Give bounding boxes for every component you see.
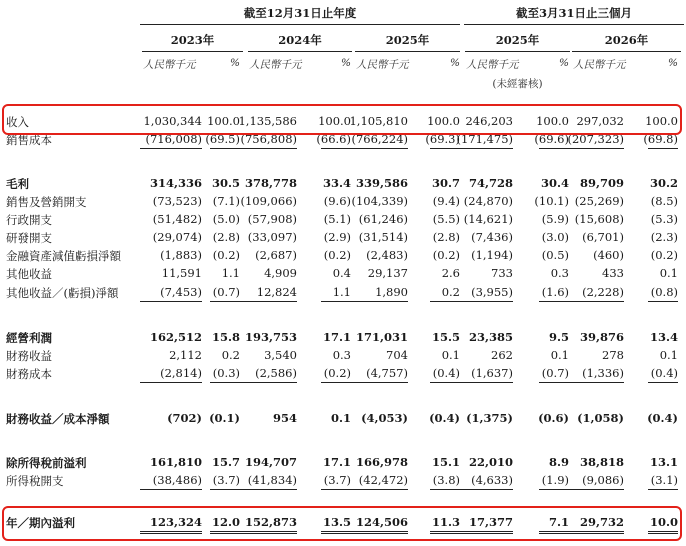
- amount-cell: (73,523): [152, 194, 202, 208]
- pct-cell: (0.2): [323, 366, 351, 380]
- pct-cell: (0.4): [432, 366, 460, 380]
- amount-cell: (4,053): [361, 411, 408, 425]
- amount-cell: 246,203: [465, 114, 513, 128]
- cell-rule: [451, 301, 513, 302]
- pct-cell: (69.8): [643, 132, 678, 146]
- pct-cell: (0.2): [432, 248, 460, 262]
- amount-cell: (57,908): [247, 212, 297, 226]
- pct-cell: (3.0): [541, 230, 569, 244]
- amount-cell: 23,385: [468, 330, 513, 344]
- cell-rule: [451, 489, 513, 490]
- pct-cell: (9.4): [432, 194, 460, 208]
- group-title-year-end: 截至12月31日止年度: [243, 6, 357, 20]
- pct-cell: (3.7): [212, 473, 240, 487]
- amount-cell: 124,506: [355, 515, 408, 529]
- amount-cell: 1,135,586: [238, 114, 297, 128]
- amount-cell: (14,621): [463, 212, 513, 226]
- amount-cell: (3,955): [471, 285, 513, 299]
- pct-cell: (0.7): [541, 366, 569, 380]
- pct-cell: (1.6): [541, 285, 569, 299]
- amount-cell: (41,834): [247, 473, 297, 487]
- amount-cell: 278: [602, 348, 624, 362]
- amount-cell: (1,883): [160, 248, 202, 262]
- pct-cell: 0.3: [332, 348, 351, 362]
- year-rule-3: [465, 51, 570, 52]
- cell-rule: [648, 148, 678, 149]
- amount-cell: (38,486): [152, 473, 202, 487]
- pct-label-4: %: [668, 57, 678, 69]
- amount-cell: 378,778: [244, 176, 297, 190]
- pct-cell: (3.1): [650, 473, 678, 487]
- row-label: 其他收益: [6, 267, 52, 281]
- pct-cell: (8.5): [650, 194, 678, 208]
- amount-cell: 1,030,344: [143, 114, 202, 128]
- cell-rule: [648, 382, 678, 383]
- amount-cell: (1,058): [577, 411, 624, 425]
- amount-cell: (15,608): [574, 212, 624, 226]
- amount-cell: 11,591: [161, 266, 202, 280]
- amount-cell: 193,753: [244, 330, 297, 344]
- cell-rule: [140, 148, 202, 149]
- group-rule-year-end: [140, 24, 460, 25]
- year-header-3: 2025年: [495, 33, 540, 47]
- cell-rule: [451, 382, 513, 383]
- pct-cell: (0.7): [212, 285, 240, 299]
- pct-cell: 0.1: [550, 348, 569, 362]
- cell-rule: [346, 489, 408, 490]
- pct-cell: 12.0: [211, 515, 240, 529]
- row-label: 財務收益: [6, 349, 52, 363]
- pct-cell: 8.9: [548, 455, 569, 469]
- pct-cell: 0.1: [659, 266, 678, 280]
- pct-cell: (0.4): [650, 366, 678, 380]
- amount-cell: 89,709: [579, 176, 624, 190]
- amount-cell: (2,228): [582, 285, 624, 299]
- row-label: 其他收益／(虧損)淨額: [6, 286, 119, 300]
- amount-cell: 1,890: [375, 285, 408, 299]
- pct-cell: (9.6): [323, 194, 351, 208]
- pct-cell: 30.5: [211, 176, 240, 190]
- pct-cell: (2.8): [432, 230, 460, 244]
- pct-cell: (2.9): [323, 230, 351, 244]
- pct-cell: (0.4): [429, 411, 460, 425]
- amount-cell: 38,818: [579, 455, 624, 469]
- amount-cell: 152,873: [244, 515, 297, 529]
- amount-cell: 262: [491, 348, 513, 362]
- amount-cell: 39,876: [579, 330, 624, 344]
- pct-cell: (5.1): [323, 212, 351, 226]
- pct-label-3: %: [559, 57, 569, 69]
- amount-cell: (756,808): [240, 132, 297, 146]
- row-label: 財務成本: [6, 367, 52, 381]
- amount-cell: 4,909: [264, 266, 297, 280]
- amount-cell: (51,482): [152, 212, 202, 226]
- cell-rule: [346, 148, 408, 149]
- pct-cell: 0.1: [441, 348, 460, 362]
- pct-cell: (5.5): [432, 212, 460, 226]
- highlight-profit-row: [2, 506, 682, 541]
- pct-cell: (66.6): [316, 132, 351, 146]
- pct-label-2: %: [450, 57, 460, 69]
- pct-cell: (3.8): [432, 473, 460, 487]
- amount-cell: 12,824: [256, 285, 297, 299]
- amount-cell: 22,010: [468, 455, 513, 469]
- pct-cell: (7.1): [212, 194, 240, 208]
- pct-cell: 30.7: [431, 176, 460, 190]
- amount-cell: (7,436): [471, 230, 513, 244]
- pct-cell: (3.7): [323, 473, 351, 487]
- pct-cell: (5.0): [212, 212, 240, 226]
- amount-cell: 1,105,810: [349, 114, 408, 128]
- row-label: 銷售成本: [6, 133, 52, 147]
- amount-cell: (109,066): [240, 194, 297, 208]
- pct-cell: 15.7: [211, 455, 240, 469]
- pct-cell: (0.4): [647, 411, 678, 425]
- pct-cell: 15.1: [431, 455, 460, 469]
- amount-cell: (24,870): [463, 194, 513, 208]
- year-header-1: 2024年: [278, 33, 322, 47]
- pct-cell: 0.3: [550, 266, 569, 280]
- pct-cell: 15.5: [431, 330, 460, 344]
- amount-cell: 339,586: [355, 176, 408, 190]
- pct-cell: 1.1: [332, 285, 351, 299]
- pct-cell: (10.1): [534, 194, 569, 208]
- amount-cell: 161,810: [149, 455, 202, 469]
- pct-cell: (5.9): [541, 212, 569, 226]
- pct-cell: 15.8: [211, 330, 240, 344]
- pct-label-0: %: [230, 57, 240, 69]
- amount-cell: (1,336): [582, 366, 624, 380]
- unit-label-2: 人民幣千元: [356, 59, 409, 71]
- pct-cell: (0.2): [650, 248, 678, 262]
- pct-cell: 100.0: [427, 114, 460, 128]
- pct-label-1: %: [341, 57, 351, 69]
- pct-cell: 0.4: [332, 266, 351, 280]
- pct-cell: (0.2): [323, 248, 351, 262]
- row-label: 行政開支: [6, 213, 52, 227]
- amount-cell: (31,514): [358, 230, 408, 244]
- pct-cell: 13.1: [649, 455, 678, 469]
- group-title-three-months: 截至3月31日止三個月: [515, 6, 632, 20]
- amount-cell: (702): [167, 411, 202, 425]
- amount-cell: (171,475): [456, 132, 513, 146]
- pct-cell: 100.0: [536, 114, 569, 128]
- amount-cell: (104,339): [351, 194, 408, 208]
- amount-cell: (4,757): [366, 366, 408, 380]
- cell-rule: [140, 301, 202, 302]
- unit-label-3: 人民幣千元: [466, 59, 519, 71]
- cell-rule: [648, 301, 678, 302]
- amount-cell: 314,336: [149, 176, 202, 190]
- amount-cell: (1,375): [466, 411, 513, 425]
- pct-cell: 9.5: [548, 330, 569, 344]
- row-label: 收入: [6, 115, 29, 129]
- pct-cell: 7.1: [548, 515, 569, 529]
- amount-cell: (2,814): [160, 366, 202, 380]
- group-rule-three-months: [464, 24, 684, 25]
- cell-rule: [346, 382, 408, 383]
- row-label: 年／期內溢利: [6, 516, 75, 530]
- amount-cell: 17,377: [468, 515, 513, 529]
- cell-rule: [235, 301, 297, 302]
- amount-cell: (9,086): [582, 473, 624, 487]
- amount-cell: (766,224): [351, 132, 408, 146]
- amount-cell: (2,483): [366, 248, 408, 262]
- pct-cell: 2.6: [441, 266, 460, 280]
- cell-rule: [235, 148, 297, 149]
- row-label: 經營利潤: [6, 331, 52, 345]
- year-rule-1: [248, 51, 352, 52]
- amount-cell: (4,633): [471, 473, 513, 487]
- pct-cell: (1.9): [541, 473, 569, 487]
- row-label: 研發開支: [6, 231, 52, 245]
- cell-rule: [140, 382, 202, 383]
- pct-cell: (69.3): [425, 132, 460, 146]
- pct-cell: 0.2: [221, 348, 240, 362]
- amount-cell: (42,472): [358, 473, 408, 487]
- pct-cell: 100.0: [207, 114, 240, 128]
- pct-cell: (69.6): [534, 132, 569, 146]
- unit-label-1: 人民幣千元: [249, 59, 302, 71]
- unaudited-note: (未經審核): [492, 78, 543, 90]
- amount-cell: 194,707: [244, 455, 297, 469]
- amount-cell: 2,112: [169, 348, 202, 362]
- pct-cell: 0.1: [659, 348, 678, 362]
- cell-rule: [562, 489, 624, 490]
- amount-cell: (33,097): [247, 230, 297, 244]
- amount-cell: (29,074): [152, 230, 202, 244]
- row-label: 除所得稅前溢利: [6, 456, 87, 470]
- pct-cell: 1.1: [221, 266, 240, 280]
- cell-rule: [562, 148, 624, 149]
- amount-cell: (6,701): [582, 230, 624, 244]
- pct-cell: 0.1: [330, 411, 351, 425]
- cell-rule: [648, 489, 678, 490]
- amount-cell: 162,512: [149, 330, 202, 344]
- pct-cell: 13.4: [649, 330, 678, 344]
- year-rule-4: [572, 51, 681, 52]
- year-header-0: 2023年: [170, 33, 215, 47]
- cell-rule: [562, 301, 624, 302]
- amount-cell: 954: [272, 411, 297, 425]
- amount-cell: 3,540: [264, 348, 297, 362]
- unit-label-4: 人民幣千元: [573, 59, 626, 71]
- amount-cell: 171,031: [355, 330, 408, 344]
- year-header-2: 2025年: [385, 33, 430, 47]
- cell-rule: [346, 301, 408, 302]
- pct-cell: (0.5): [541, 248, 569, 262]
- amount-cell: (1,194): [471, 248, 513, 262]
- amount-cell: (716,008): [145, 132, 202, 146]
- pct-cell: 17.1: [322, 330, 351, 344]
- highlight-revenue-row: [2, 104, 682, 135]
- pct-cell: 33.4: [322, 176, 351, 190]
- amount-cell: (7,453): [160, 285, 202, 299]
- row-label: 銷售及營銷開支: [6, 195, 87, 209]
- cell-rule: [562, 382, 624, 383]
- cell-rule: [140, 489, 202, 490]
- pct-cell: 10.0: [649, 515, 678, 529]
- pct-cell: 0.2: [441, 285, 460, 299]
- cell-rule: [451, 148, 513, 149]
- unit-label-0: 人民幣千元: [143, 59, 196, 71]
- pct-cell: (5.3): [650, 212, 678, 226]
- row-label: 財務收益／成本淨額: [6, 412, 110, 426]
- pct-cell: 100.0: [645, 114, 678, 128]
- pct-cell: (0.3): [212, 366, 240, 380]
- amount-cell: (61,246): [358, 212, 408, 226]
- amount-cell: (1,637): [471, 366, 513, 380]
- amount-cell: 733: [491, 266, 513, 280]
- row-label: 毛利: [6, 177, 29, 191]
- pct-cell: (2.8): [212, 230, 240, 244]
- amount-cell: 74,728: [468, 176, 513, 190]
- row-label: 所得稅開支: [6, 474, 64, 488]
- pct-cell: 100.0: [318, 114, 351, 128]
- pct-cell: (69.5): [205, 132, 240, 146]
- amount-cell: 433: [602, 266, 624, 280]
- pct-cell: 17.1: [322, 455, 351, 469]
- pct-cell: (0.2): [212, 248, 240, 262]
- amount-cell: 704: [386, 348, 408, 362]
- pct-cell: (0.8): [650, 285, 678, 299]
- amount-cell: 29,137: [367, 266, 408, 280]
- amount-cell: (460): [593, 248, 624, 262]
- cell-rule: [235, 489, 297, 490]
- amount-cell: 166,978: [355, 455, 408, 469]
- year-rule-2: [355, 51, 460, 52]
- year-rule-0: [142, 51, 243, 52]
- amount-cell: 29,732: [579, 515, 624, 529]
- pct-cell: 13.5: [322, 515, 351, 529]
- amount-cell: (207,323): [567, 132, 624, 146]
- amount-cell: 123,324: [149, 515, 202, 529]
- pct-cell: 30.2: [649, 176, 678, 190]
- row-label: 金融資產減值虧損淨額: [6, 249, 121, 263]
- amount-cell: 297,032: [576, 114, 624, 128]
- amount-cell: (25,269): [574, 194, 624, 208]
- amount-cell: (2,687): [255, 248, 297, 262]
- amount-cell: (2,586): [255, 366, 297, 380]
- year-header-4: 2026年: [604, 33, 649, 47]
- pct-cell: 30.4: [540, 176, 569, 190]
- pct-cell: (2.3): [650, 230, 678, 244]
- pct-cell: (0.6): [538, 411, 569, 425]
- cell-rule: [235, 382, 297, 383]
- pct-cell: 11.3: [431, 515, 460, 529]
- pct-cell: (0.1): [209, 411, 240, 425]
